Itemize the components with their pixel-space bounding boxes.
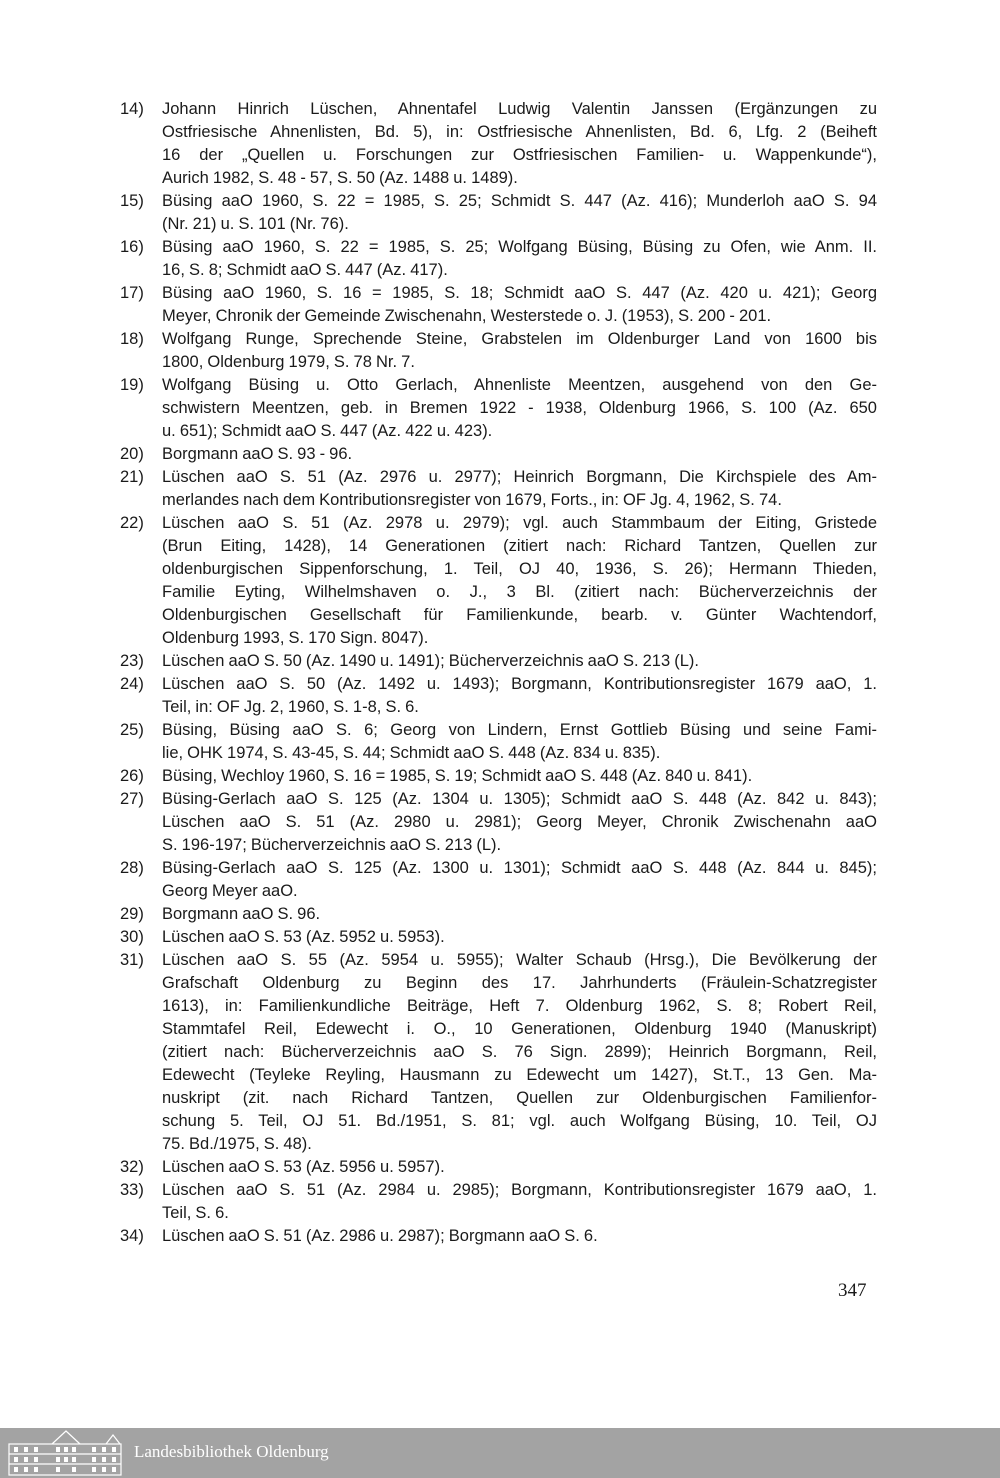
footnote-text-line: Lüschen aaO S. 51 (Az. 2986 u. 2987); Borgmann aaO S. 6. xyxy=(162,1227,598,1245)
footnote-text-line: Aurich 1982, S. 48 - 57, S. 50 (Az. 1488 u. 1489). xyxy=(162,169,518,187)
footnote-number: 24) xyxy=(120,675,144,693)
footnote-text-line: schung 5. Teil, OJ 51. Bd./1951, S. 81; vgl. auch Wolfgang Büsing, 10. Teil, OJ xyxy=(162,1112,877,1130)
footnote-number: 15) xyxy=(120,192,144,210)
footnote xyxy=(120,466,877,512)
footnote-number: 20) xyxy=(120,445,144,463)
footnote xyxy=(120,374,877,443)
footnote-text-line: Büsing-Gerlach aaO S. 125 (Az. 1304 u. 1305); Schmidt aaO S. 448 (Az. 842 u. 843); xyxy=(162,790,877,808)
footnote-text-line: Grafschaft Oldenburg zu Beginn des 17. Jahrhunderts (Fräulein-Schatzregister xyxy=(162,974,877,992)
footnote xyxy=(120,903,877,926)
footnote-text-line: (Nr. 21) u. S. 101 (Nr. 76). xyxy=(162,215,349,233)
footnote xyxy=(120,1156,877,1179)
footnote-text-line: Meyer, Chronik der Gemeinde Zwischenahn, Westerstede o. J. (1953), S. 200 - 201. xyxy=(162,307,772,325)
footnote-text-line: nuskript (zit. nach Richard Tantzen, Quellen zur Oldenburgischen Familienfor- xyxy=(162,1089,877,1107)
page-number: 347 xyxy=(838,1280,867,1301)
footnote-text-line: Wolfgang Büsing u. Otto Gerlach, Ahnenliste Meentzen, ausgehend von den Ge- xyxy=(162,376,877,394)
footnote-text-line: u. 651); Schmidt aaO S. 447 (Az. 422 u. 423). xyxy=(162,422,493,440)
footnote-text-line: Büsing, Büsing aaO S. 6; Georg von Lindern, Ernst Gottlieb Büsing und seine Fami- xyxy=(162,721,877,739)
footnote xyxy=(120,1179,877,1225)
footnote-text-line: (zitiert nach: Bücherverzeichnis aaO S. 76 Sign. 2899); Heinrich Borgmann, Reil, xyxy=(162,1043,877,1061)
footnote-text-line: Büsing, Wechloy 1960, S. 16 = 1985, S. 19; Schmidt aaO S. 448 (Az. 840 u. 841). xyxy=(162,767,753,785)
footnote-number: 22) xyxy=(120,514,144,532)
footnote-number: 18) xyxy=(120,330,144,348)
footnote-text-line: 1613), in: Familienkundliche Beiträge, Heft 7. Oldenburg 1962, S. 8; Robert Reil, xyxy=(162,997,877,1015)
footnote-text-line: Lüschen aaO S. 53 (Az. 5956 u. 5957). xyxy=(162,1158,445,1176)
footnote-number: 26) xyxy=(120,767,144,785)
footnote-text-line: Edewecht (Teyleke Reyling, Hausmann zu Edewecht um 1427), St.T., 13 Gen. Ma- xyxy=(162,1066,877,1084)
footnote-number: 32) xyxy=(120,1158,144,1176)
footnote-text-line: merlandes nach dem Kontributionsregister von 1679, Forts., in: OF Jg. 4, 1962, S. 74. xyxy=(162,491,782,509)
footnote xyxy=(120,765,877,788)
footnote-text-line: lie, OHK 1974, S. 43-45, S. 44; Schmidt aaO S. 448 (Az. 834 u. 835). xyxy=(162,744,661,762)
footnote-text-line: 1800, Oldenburg 1979, S. 78 Nr. 7. xyxy=(162,353,415,371)
library-name: Landesbibliothek Oldenburg xyxy=(134,1442,329,1461)
footnotes-list xyxy=(120,98,877,1248)
footnote-text-line: Wolfgang Runge, Sprechende Steine, Grabstelen im Oldenburger Land von 1600 bis xyxy=(162,330,877,348)
footnote-text-line: Borgmann aaO S. 96. xyxy=(162,905,321,923)
footnote-number: 23) xyxy=(120,652,144,670)
footnote-text-line: schwistern Meentzen, geb. in Bremen 1922 - 1938, Oldenburg 1966, S. 100 (Az. 650 xyxy=(162,399,877,417)
footnote-text-line: Familie Eyting, Wilhelmshaven o. J., 3 Bl. (zitiert nach: Bücherverzeichnis der xyxy=(162,583,877,601)
footnote xyxy=(120,282,877,328)
footnote-text-line: 16 der „Quellen u. Forschungen zur Ostfriesischen Familien- u. Wappenkunde“), xyxy=(162,146,877,164)
footnote xyxy=(120,673,877,719)
footnote-number: 16) xyxy=(120,238,144,256)
footnote-text-line: Ostfriesische Ahnenlisten, Bd. 5), in: Ostfriesische Ahnenlisten, Bd. 6, Lfg. 2 (Beiheft xyxy=(162,123,877,141)
footnote-text-line: Teil, S. 6. xyxy=(162,1204,229,1222)
footnote-number: 19) xyxy=(120,376,144,394)
footnote-number: 25) xyxy=(120,721,144,739)
footnote-text-line: Lüschen aaO S. 50 (Az. 1492 u. 1493); Borgmann, Kontributionsregister 1679 aaO, 1. xyxy=(162,675,877,693)
footnote-text-line: Büsing aaO 1960, S. 22 = 1985, S. 25; Wolfgang Büsing, Büsing zu Ofen, wie Anm. II. xyxy=(162,238,877,256)
footnote-number: 33) xyxy=(120,1181,144,1199)
footnote-text-line: Lüschen aaO S. 55 (Az. 5954 u. 5955); Walter Schaub (Hrsg.), Die Bevölkerung der xyxy=(162,951,877,969)
footnote xyxy=(120,857,877,903)
footnote-text-line: Lüschen aaO S. 51 (Az. 2976 u. 2977); Heinrich Borgmann, Die Kirchspiele des Am- xyxy=(162,468,877,486)
footnote-number: 28) xyxy=(120,859,144,877)
footnote-text-line: Oldenburgischen Gesellschaft für Familienkunde, bearb. v. Günter Wachtendorf, xyxy=(162,606,877,624)
footnote-text-line: Büsing aaO 1960, S. 22 = 1985, S. 25; Schmidt S. 447 (Az. 416); Munderloh aaO S. 94 xyxy=(162,192,877,210)
footnote-number: 17) xyxy=(120,284,144,302)
footnote-number: 29) xyxy=(120,905,144,923)
footnote xyxy=(120,443,877,466)
footnote-text-line: Georg Meyer aaO. xyxy=(162,882,298,900)
footnote-text-line: Lüschen aaO S. 51 (Az. 2978 u. 2979); vgl. auch Stammbaum der Eiting, Gristede xyxy=(162,514,877,532)
footnote-text-line: Teil, in: OF Jg. 2, 1960, S. 1-8, S. 6. xyxy=(162,698,419,716)
footnote-text-line: Borgmann aaO S. 93 - 96. xyxy=(162,445,353,463)
footnote-number: 31) xyxy=(120,951,144,969)
footnote-text-line: S. 196-197; Bücherverzeichnis aaO S. 213 (L). xyxy=(162,836,502,854)
footnote-text-line: 75. Bd./1975, S. 48). xyxy=(162,1135,312,1153)
footnote-text-line: oldenburgischen Sippenforschung, 1. Teil, OJ 40, 1936, S. 26); Hermann Thieden, xyxy=(162,560,877,578)
footnote-number: 14) xyxy=(120,100,144,118)
footnote-text-line: Johann Hinrich Lüschen, Ahnentafel Ludwig Valentin Janssen (Ergänzungen zu xyxy=(162,100,877,118)
footnote-number: 34) xyxy=(120,1227,144,1245)
footnote-text-line: Lüschen aaO S. 50 (Az. 1490 u. 1491); Bücherverzeichnis aaO S. 213 (L). xyxy=(162,652,699,670)
footnote xyxy=(120,1225,877,1248)
footnote-text-line: Oldenburg 1993, S. 170 Sign. 8047). xyxy=(162,629,429,647)
library-footer-bar xyxy=(0,1428,1000,1478)
footnote-number: 27) xyxy=(120,790,144,808)
footnote xyxy=(120,788,877,857)
library-building-logo-icon xyxy=(6,1430,126,1476)
footnote-text-line: Stammtafel Reil, Edewecht i. O., 10 Generationen, Oldenburg 1940 (Manuskript) xyxy=(162,1020,877,1038)
footnote xyxy=(120,512,877,650)
footnote xyxy=(120,236,877,282)
footnote xyxy=(120,719,877,765)
footnote-number: 30) xyxy=(120,928,144,946)
footnote xyxy=(120,190,877,236)
footnote-text-line: 16, S. 8; Schmidt aaO S. 447 (Az. 417). xyxy=(162,261,448,279)
footnote xyxy=(120,650,877,673)
footnote-text-line: Lüschen aaO S. 53 (Az. 5952 u. 5953). xyxy=(162,928,445,946)
footnote xyxy=(120,98,877,190)
footnote-text-line: (Brun Eiting, 1428), 14 Generationen (zitiert nach: Richard Tantzen, Quellen zur xyxy=(162,537,877,555)
footnote xyxy=(120,949,877,1156)
footnote xyxy=(120,328,877,374)
footnote-text-line: Lüschen aaO S. 51 (Az. 2980 u. 2981); Georg Meyer, Chronik Zwischenahn aaO xyxy=(162,813,877,831)
footnote-number: 21) xyxy=(120,468,144,486)
footnote-text-line: Lüschen aaO S. 51 (Az. 2984 u. 2985); Borgmann, Kontributionsregister 1679 aaO, 1. xyxy=(162,1181,877,1199)
footnote-text-line: Büsing aaO 1960, S. 16 = 1985, S. 18; Schmidt aaO S. 447 (Az. 420 u. 421); Georg xyxy=(162,284,877,302)
footnote xyxy=(120,926,877,949)
footnote-text-line: Büsing-Gerlach aaO S. 125 (Az. 1300 u. 1301); Schmidt aaO S. 448 (Az. 844 u. 845); xyxy=(162,859,877,877)
